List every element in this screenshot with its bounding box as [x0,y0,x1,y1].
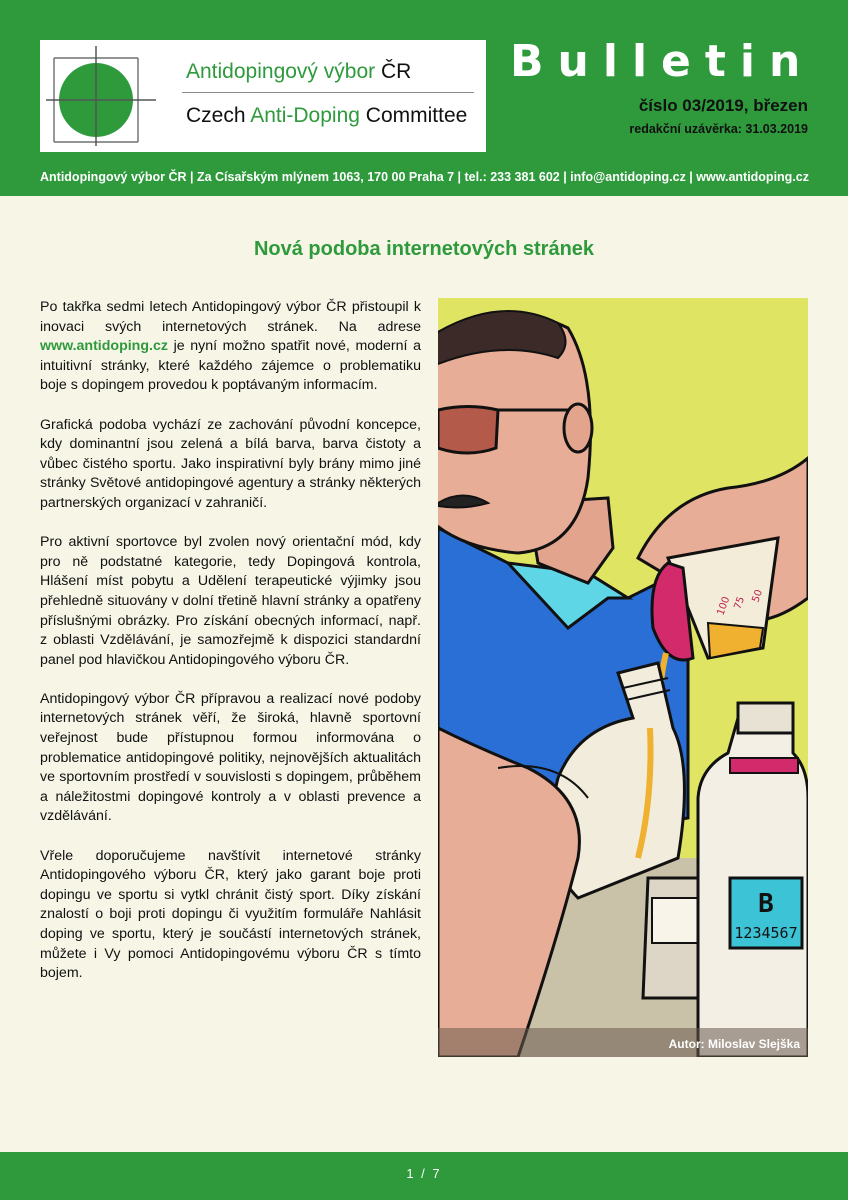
bulletin-title: Bulletin [510,36,815,87]
cup-mark-75: 75 [732,595,748,612]
paragraph-1 [40,298,421,396]
page-number: 1 / 7 [406,1166,442,1181]
logo-text-en-c: Committee [359,104,468,127]
editorial-deadline: redakční uzávěrka: 31.03.2019 [629,122,808,136]
website-link[interactable]: www.antidoping.cz [40,338,168,355]
logo-text-en-b: Anti-Doping [250,104,360,127]
illustration-author: Autor: Miloslav Slejška [668,1037,800,1051]
logo-text-en-a: Czech [186,104,251,127]
illustration-drawing [438,298,808,1057]
contact-line: Antidopingový výbor ČR | Za Císařským mlýnem 1063, 170 00 Praha 7 | tel.: 233 381 602 | info@antidoping.cz | www.antidoping.cz [40,170,809,184]
footer-bar [0,1152,848,1200]
paragraph-5: Vřele doporučujeme navštívit internetové stránky Antidopingového výboru ČR, který jako garant boje proti dopingu ve sportu si vytkl chránit čistý sport. Díky získání znalostí o boji proti dopingu či využitím formuláře Nahlásit doping ve sportu, který je součástí internetových stránek, můžete i Vy pomoci Antidopingovému výboru ČR s tímto bojem. [40,847,421,982]
logo-divider [182,92,474,93]
paragraph-2: Grafická podoba vychází ze zachování původní koncepce, kdy dominantní jsou zelená a bílá barva, barva čistoty a vůbec čistého sportu. Jako inspirativní byly brány mimo jiné stránky Světové antidopingové agentury a stránky některých partnerských organizací v zahraničí. [40,416,421,511]
logo-text-en [186,104,467,128]
logo-crosshair-icon [46,44,158,148]
cup-mark-50: 50 [750,588,766,605]
cup-mark-100: 100 [715,595,733,618]
paragraph-1-end: je nyní možno spatřit nové, moderní a intuitivní stránky, které každého zájemce o problematiku boje s dopingem provedou k poptávaným informacím. [40,338,421,394]
header-banner [0,0,848,196]
issue-number: číslo 03/2019, březen [638,96,808,115]
paragraph-4: Antidopingový výbor ČR přípravou a realizací nové podoby internetových stránek věří, že široká, hlavně sportovní veřejnost bude přístupnou formou informována o problematice antidopingové politiky, nejnovějších aktualitách ve sportovním prostředí v souvislosti s dopingem, průběhem a náležitostmi dopingové kontroly a v oblasti prevence a vzdělávání. [40,690,421,825]
paragraph-1-start: Po takřka sedmi letech Antidopingový výbor ČR přistoupil k inovaci svých internetových stránek. Na adrese [40,299,421,335]
article-headline: Nová podoba internetových stránek [253,238,595,260]
bottle-label-number: 1234567 [734,924,798,942]
paragraph-3: Pro aktivní sportovce byl zvolen nový orientační mód, kdy pro ně podstatné kategorie, tedy Dopingová kontrola, Hlášení míst pobytu a Udělení terapeutické výjimky jsou přehledně situovány v dolní třetině hlavní stránky a opatřeny příslušnými obrázky. Pro získání obecných informací, např. z oblasti Vzdělávání, je samozřejmě k dispozici standardní panel pod hlavičkou Antidopingového výboru ČR. [40,534,421,668]
bottle-label-letter: B [758,889,774,919]
logo-text-cz [186,60,411,84]
article-body [40,298,421,1003]
logo-text-cz-main: Antidopingový výbor [186,60,381,83]
doping-illustration [438,298,808,1057]
logo-text-cz-cr: ČR [380,60,412,83]
logo-box [40,40,486,152]
